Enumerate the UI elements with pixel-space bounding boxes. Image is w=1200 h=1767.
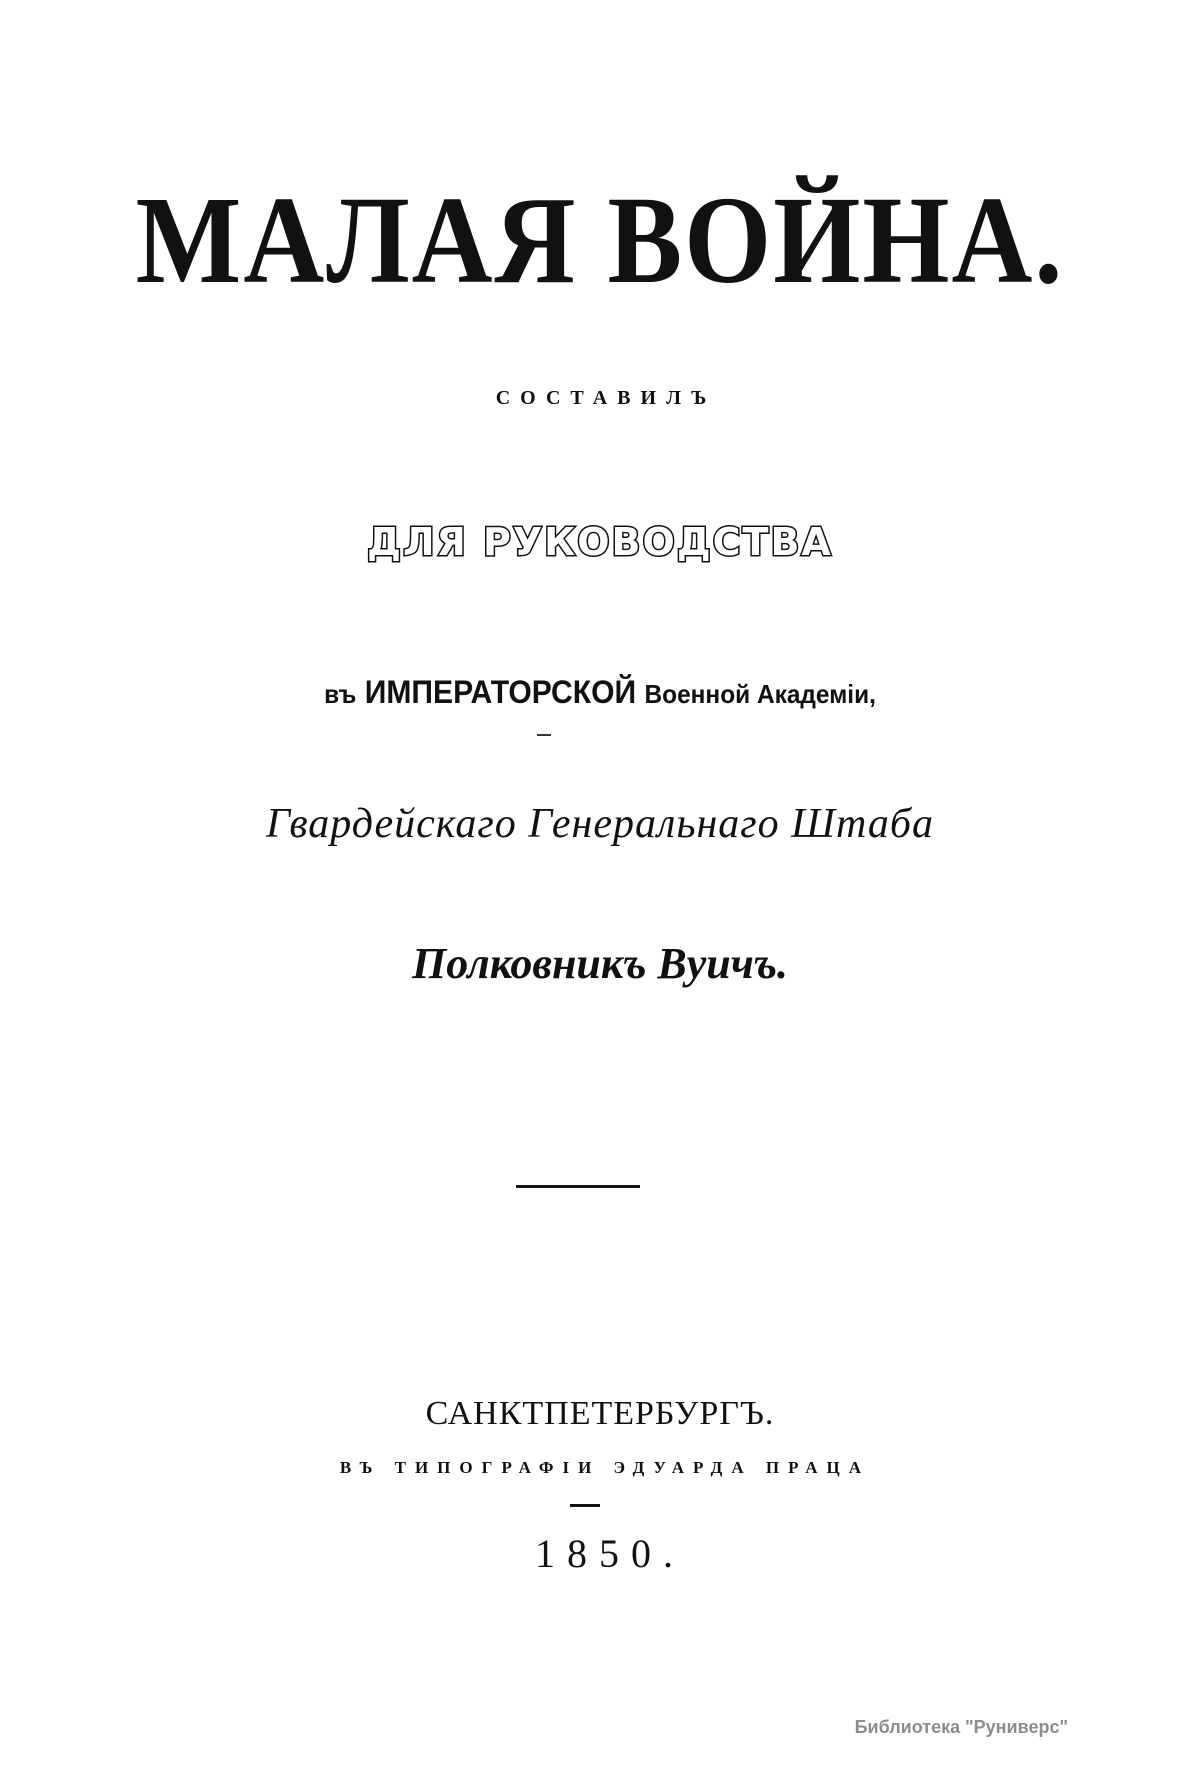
library-watermark: Библиотека "Руниверс" bbox=[854, 1717, 1068, 1737]
academy-main: ИМПЕРАТОРСКОЙ bbox=[364, 674, 637, 710]
press-line: ВЪ ТИПОГРАФІИ ЭДУАРДА ПРАЦА bbox=[339, 1458, 871, 1477]
book-title: МАЛАЯ ВОЙНА. bbox=[135, 171, 1065, 311]
academy-rest: Военной Академіи, bbox=[644, 679, 876, 709]
year-line: 1850. bbox=[535, 1531, 685, 1576]
purpose-line: ДЛЯ РУКОВОДСТВА bbox=[367, 520, 833, 564]
academy-line bbox=[36, 676, 1164, 708]
city-line: САНКТПЕТЕРБУРГЪ. bbox=[425, 1395, 775, 1432]
academy-prefix: въ bbox=[324, 679, 357, 709]
short-rule bbox=[570, 1504, 600, 1507]
ornament-dash bbox=[537, 734, 551, 736]
staff-line: Гвардейскаго Генеральнаго Штаба bbox=[266, 801, 934, 847]
divider-rule bbox=[516, 1185, 640, 1188]
composed-by: СОСТАВИЛЪ bbox=[495, 387, 717, 409]
author-line: Полковникъ Вуичъ. bbox=[412, 939, 788, 988]
